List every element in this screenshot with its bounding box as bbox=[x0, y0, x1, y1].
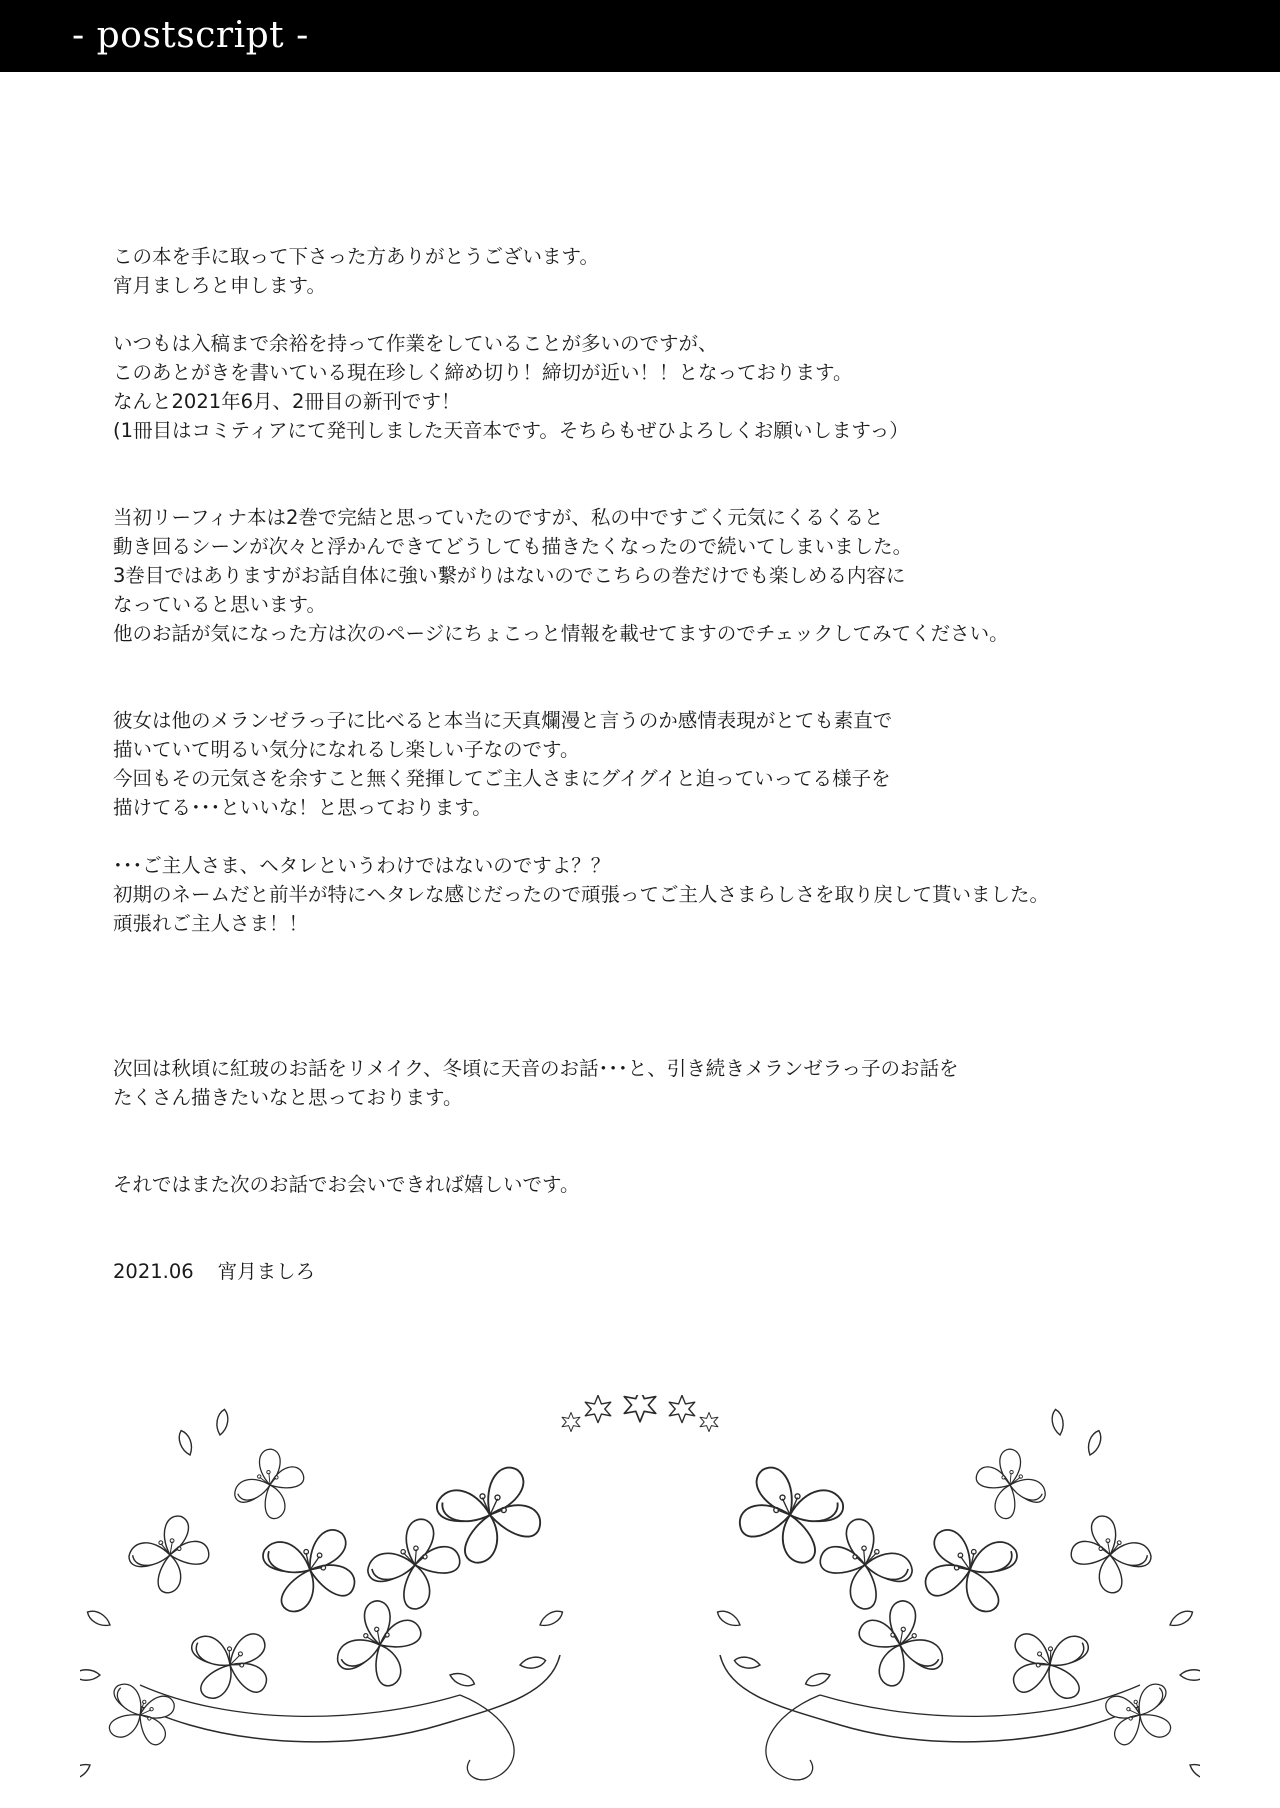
text-line: なっていると思います。 bbox=[113, 593, 326, 616]
text-line: (1冊目はコミティアにて発刊しました天音本です。そちらもぜひよろしくお願いしますっ） bbox=[113, 419, 909, 442]
text-line: 当初リーフィナ本は2巻で完結と思っていたのですが、私の中ですごく元気にくるくると bbox=[113, 506, 884, 529]
text-line: 頑張れご主人さま！！ bbox=[113, 912, 309, 935]
signature-author: 宵月ましろ bbox=[217, 1260, 316, 1283]
paragraph-character bbox=[113, 706, 1213, 822]
postscript-body bbox=[113, 242, 1213, 1286]
text-line: 3巻目ではありますがお話自体に強い繋がりはないのでこちらの巻だけでも楽しめる内容に bbox=[113, 564, 906, 587]
text-line: ･･･ご主人さま、ヘタレというわけではないのですよ？？ bbox=[113, 854, 611, 877]
text-line: 動き回るシーンが次々と浮かんできてどうしても描きたくなったので続いてしまいました。 bbox=[113, 535, 913, 558]
text-line: いつもは入稿まで余裕を持って作業をしていることが多いのですが、 bbox=[113, 332, 718, 355]
text-line: 彼女は他のメランゼラっ子に比べると本当に天真爛漫と言うのか感情表現がとても素直で bbox=[113, 709, 893, 732]
text-line: 他のお話が気になった方は次のページにちょこっと情報を載せてますのでチェックしてみてください。 bbox=[113, 622, 1009, 645]
flower-cluster-right bbox=[715, 1408, 1200, 1782]
text-line: たくさん描きたいなと思っております。 bbox=[113, 1086, 463, 1109]
paragraph-deadline bbox=[113, 329, 1213, 445]
paragraph-series bbox=[113, 503, 1213, 648]
text-line: 初期のネームだと前半が特にヘタレな感じだったので頑張ってご主人さまらしさを取り戻して貰いました。 bbox=[113, 883, 1050, 906]
header-bar bbox=[0, 0, 1280, 72]
text-line: このあとがきを書いている現在珍しく締め切り！締切が近い！！となっております。 bbox=[113, 361, 853, 384]
page-title: - postscript - bbox=[72, 15, 309, 56]
signature bbox=[113, 1257, 1213, 1286]
star-icon bbox=[562, 1395, 718, 1432]
paragraph-next bbox=[113, 1054, 1213, 1112]
text-line: この本を手に取って下さった方ありがとうございます。 bbox=[113, 245, 599, 268]
paragraph-greeting bbox=[113, 242, 1213, 300]
paragraph-master bbox=[113, 851, 1213, 938]
text-line: それではまた次のお話でお会いできれば嬉しいです。 bbox=[113, 1173, 580, 1196]
flower-cluster-left bbox=[80, 1408, 565, 1782]
floral-ornament bbox=[80, 1395, 1200, 1790]
text-line: 宵月ましろと申します。 bbox=[113, 274, 326, 297]
text-line: 次回は秋頃に紅玻のお話をリメイク、冬頃に天音のお話･･･と、引き続きメランゼラっ子のお話を bbox=[113, 1057, 959, 1080]
text-line: 描けてる･･･といいな！と思っております。 bbox=[113, 796, 492, 819]
text-line: 描いていて明るい気分になれるし楽しい子なのです。 bbox=[113, 738, 580, 761]
freesia-flower-icon bbox=[80, 1395, 1200, 1790]
text-line: 今回もその元気さを余すこと無く発揮してご主人さまにグイグイと迫っていってる様子を bbox=[113, 767, 891, 790]
signature-date: 2021.06 bbox=[113, 1260, 194, 1283]
paragraph-closing bbox=[113, 1170, 1213, 1199]
text-line: なんと2021年6月、2冊目の新刊です！ bbox=[113, 390, 461, 413]
